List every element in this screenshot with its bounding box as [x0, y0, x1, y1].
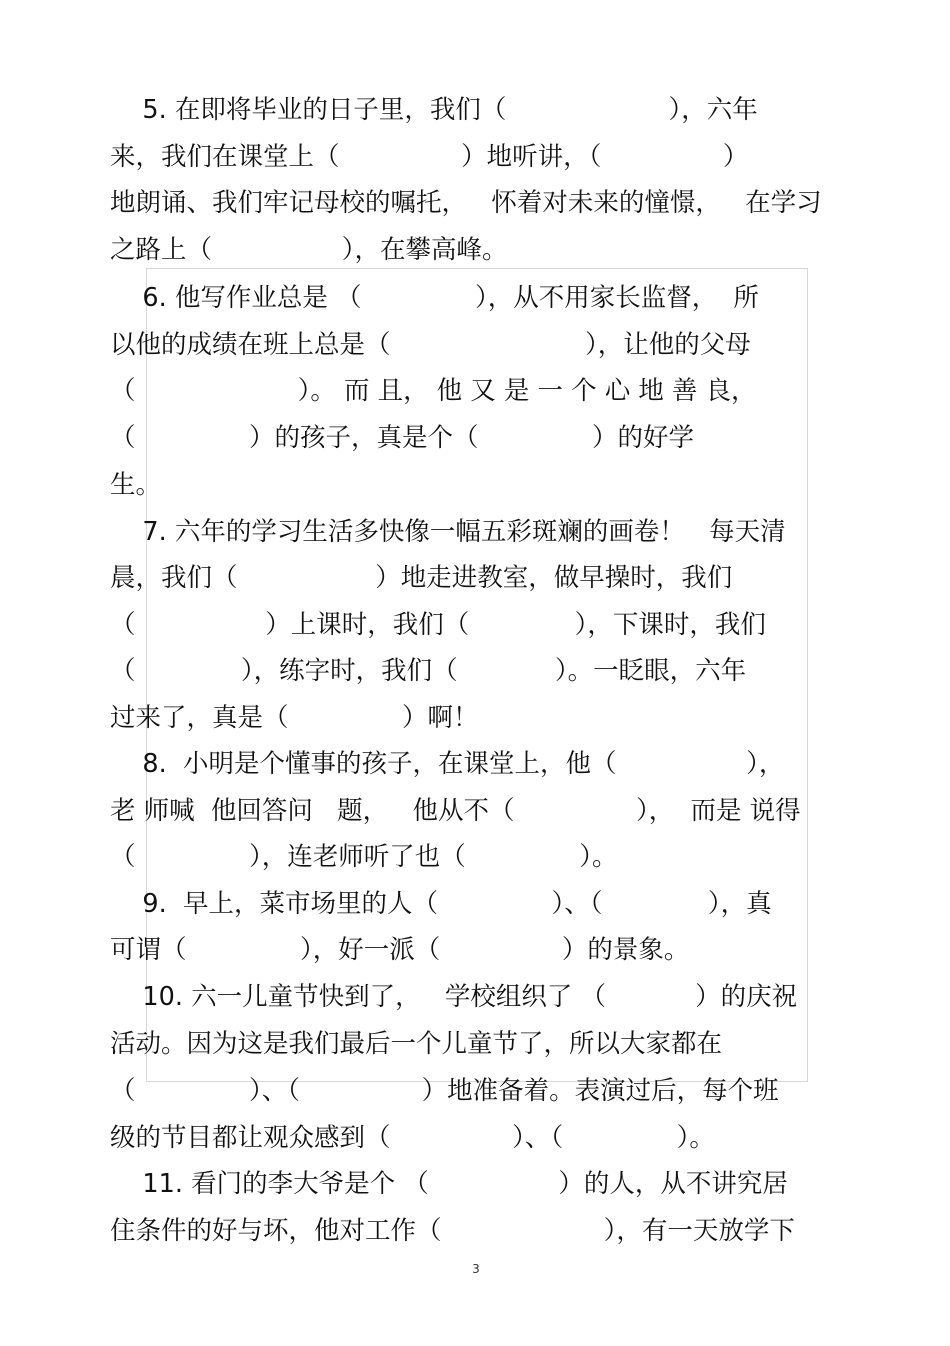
text-line: 晨，我们（ ）地走进教室，做早操时，我们 [110, 563, 733, 593]
text-line: 来，我们在课堂上（ ）地听讲，（ ） [110, 142, 749, 172]
text-line: 可谓（ ），好一派（ ）的景象。 [110, 935, 690, 965]
text-line: 地朗诵、我们牢记母校的嘱托， 怀着对未来的憧憬， 在学习 [110, 188, 822, 218]
text-line: 之路上（ ），在攀高峰。 [110, 235, 508, 265]
text-line: 8. 小明是个懂事的孩子，在课堂上，他（ ）， [110, 749, 785, 779]
text-line: （ ）上课时，我们（ ），下课时，我们 [110, 610, 766, 640]
text-line: 生。 [110, 470, 162, 500]
text-line: （ ）、（ ）地准备着。表演过后，每个班 [110, 1076, 779, 1106]
text-line: 6. 他写作业总是 （ ），从不用家长监督， 所 [110, 283, 759, 313]
text-line: 11. 看门的李大爷是个 （ ）的人，从不讲究居 [110, 1169, 788, 1199]
text-line: 10. 六一儿童节快到了， 学校组织了 （ ）的庆祝 [110, 982, 798, 1012]
text-line: （ ）。 而 且， 他 又 是 一 个 心 地 善 良， [110, 376, 757, 406]
text-line: 老 师喊 他回答问 题， 他从不（ ）， 而是 说得 [110, 796, 801, 826]
page-number: 3 [472, 1262, 480, 1276]
text-line: （ ），练字时，我们（ ）。一眨眼，六年 [110, 656, 747, 686]
text-line: 级的节目都让观众感到（ ）、（ ）。 [110, 1123, 715, 1153]
text-line: （ ）的孩子，真是个（ ）的好学 [110, 423, 694, 453]
text-line: 活动。因为这是我们最后一个儿童节了，所以大家都在 [110, 1029, 723, 1059]
text-line: 以他的成绩在班上总是（ ），让他的父母 [110, 330, 751, 360]
text-line: 过来了，真是（ ）啊！ [110, 703, 479, 733]
text-line: 7. 六年的学习生活多快像一幅五彩斑斓的画卷！ 每天清 [110, 517, 786, 547]
text-line: （ ），连老师听了也（ ）。 [110, 842, 618, 872]
text-line: 9. 早上，菜市场里的人（ ）、（ ），真 [110, 889, 772, 919]
text-line: 住条件的好与坏，他对工作（ ），有一天放学下 [110, 1216, 795, 1246]
text-line: 5. 在即将毕业的日子里，我们（ ），六年 [110, 95, 758, 125]
